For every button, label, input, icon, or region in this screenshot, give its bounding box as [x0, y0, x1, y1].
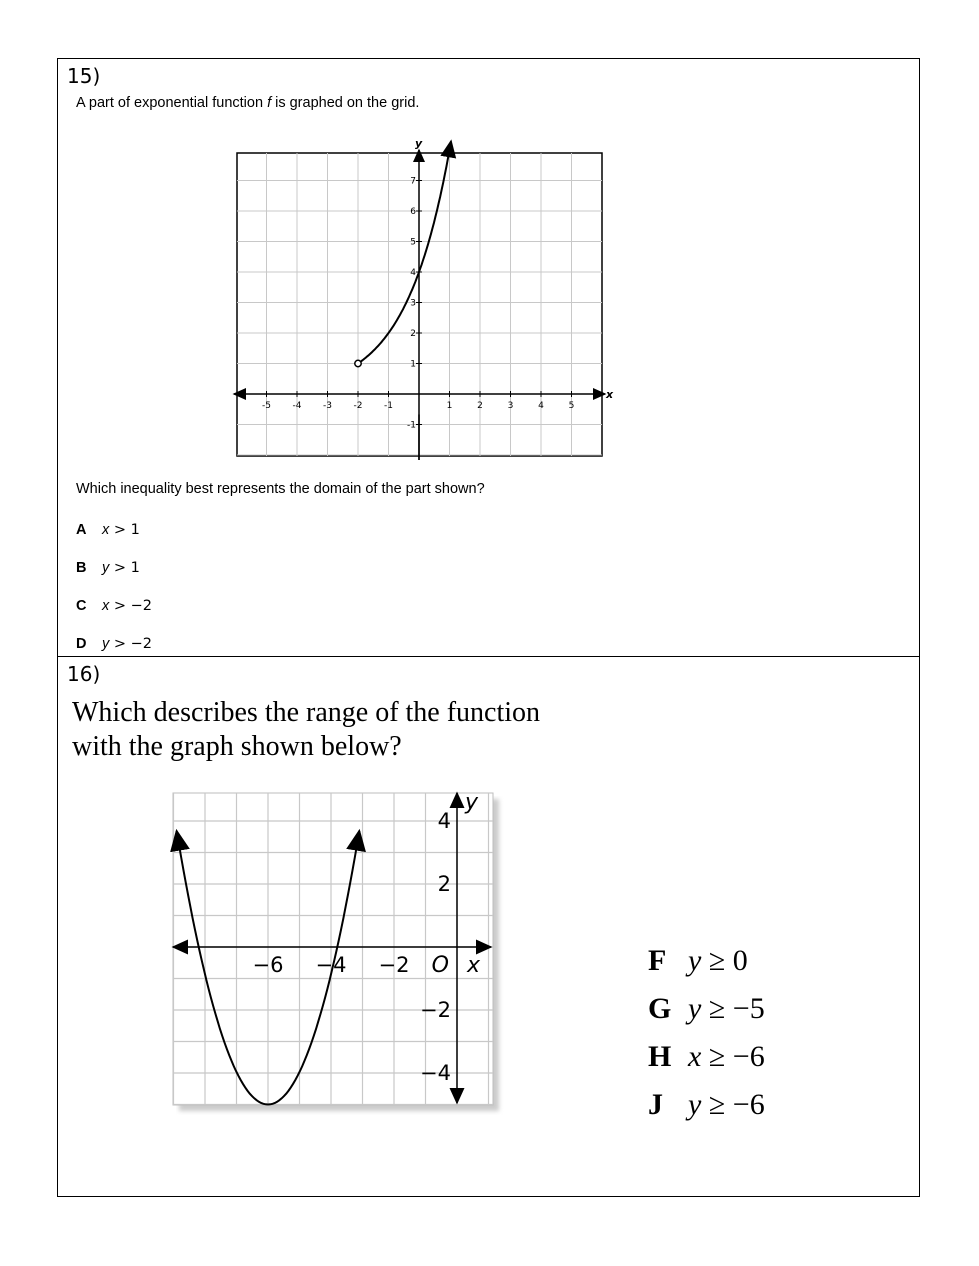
x-tick-label: −6 — [252, 953, 284, 977]
parabola-graph — [165, 785, 505, 1115]
y-tick-label: 2 — [437, 872, 451, 896]
x-tick-label: −4 — [315, 953, 347, 977]
y-tick-label: 4 — [437, 809, 451, 833]
question-15-intro: A part of exponential function f is graphed on the grid. — [76, 95, 420, 111]
y-tick-label: 3 — [410, 298, 416, 309]
x-tick-label: -5 — [262, 401, 271, 411]
y-tick-label: 4 — [410, 268, 416, 278]
graph-panel — [173, 793, 493, 1105]
y-tick-label: −2 — [420, 998, 451, 1022]
x-tick-label: -1 — [384, 401, 393, 411]
choice-j[interactable]: J y ≥ −6 — [648, 1088, 765, 1121]
choice-g[interactable]: G y ≥ −5 — [648, 992, 765, 1025]
y-tick-label: 6 — [410, 207, 416, 217]
y-tick-label: 5 — [410, 237, 416, 248]
x-tick-label: 1 — [446, 401, 453, 411]
exponential-graph — [230, 135, 625, 460]
choice-b[interactable]: B y > 1 — [76, 560, 140, 576]
y-tick-label: 2 — [410, 329, 416, 339]
question-15-prompt: Which inequality best represents the domain of the part shown? — [76, 481, 485, 497]
choice-f[interactable]: F y ≥ 0 — [648, 944, 748, 977]
x-axis-label: x — [467, 953, 481, 978]
x-tick-label: 3 — [507, 401, 514, 411]
y-tick-label: -1 — [407, 420, 416, 431]
choice-c[interactable]: C x > −2 — [76, 598, 152, 614]
question-16-prompt: Which describes the range of the function with the graph shown below? — [72, 697, 541, 762]
choice-a[interactable]: A x > 1 — [76, 522, 140, 538]
x-axis-label: x — [606, 388, 614, 401]
question-15-number: 15) — [67, 64, 101, 88]
x-tick-label: -3 — [323, 401, 332, 411]
y-tick-label: 7 — [410, 176, 416, 187]
x-tick-label: 4 — [538, 401, 544, 411]
x-tick-label: -2 — [353, 401, 363, 411]
origin-label: O — [431, 953, 449, 978]
y-axis-label: y — [415, 137, 423, 150]
y-tick-label: 1 — [410, 359, 416, 370]
y-tick-label: −4 — [420, 1061, 451, 1085]
x-tick-label: −2 — [378, 953, 410, 977]
question-16-number: 16) — [67, 662, 101, 686]
x-tick-label: 5 — [568, 401, 575, 411]
choice-h[interactable]: H x ≥ −6 — [648, 1040, 765, 1073]
x-tick-label: -4 — [292, 401, 302, 411]
choice-d[interactable]: D y > −2 — [76, 636, 152, 652]
x-tick-label: 2 — [477, 401, 483, 411]
exponential-curve — [358, 141, 451, 363]
open-endpoint — [355, 360, 361, 366]
y-axis-label: y — [465, 790, 479, 815]
